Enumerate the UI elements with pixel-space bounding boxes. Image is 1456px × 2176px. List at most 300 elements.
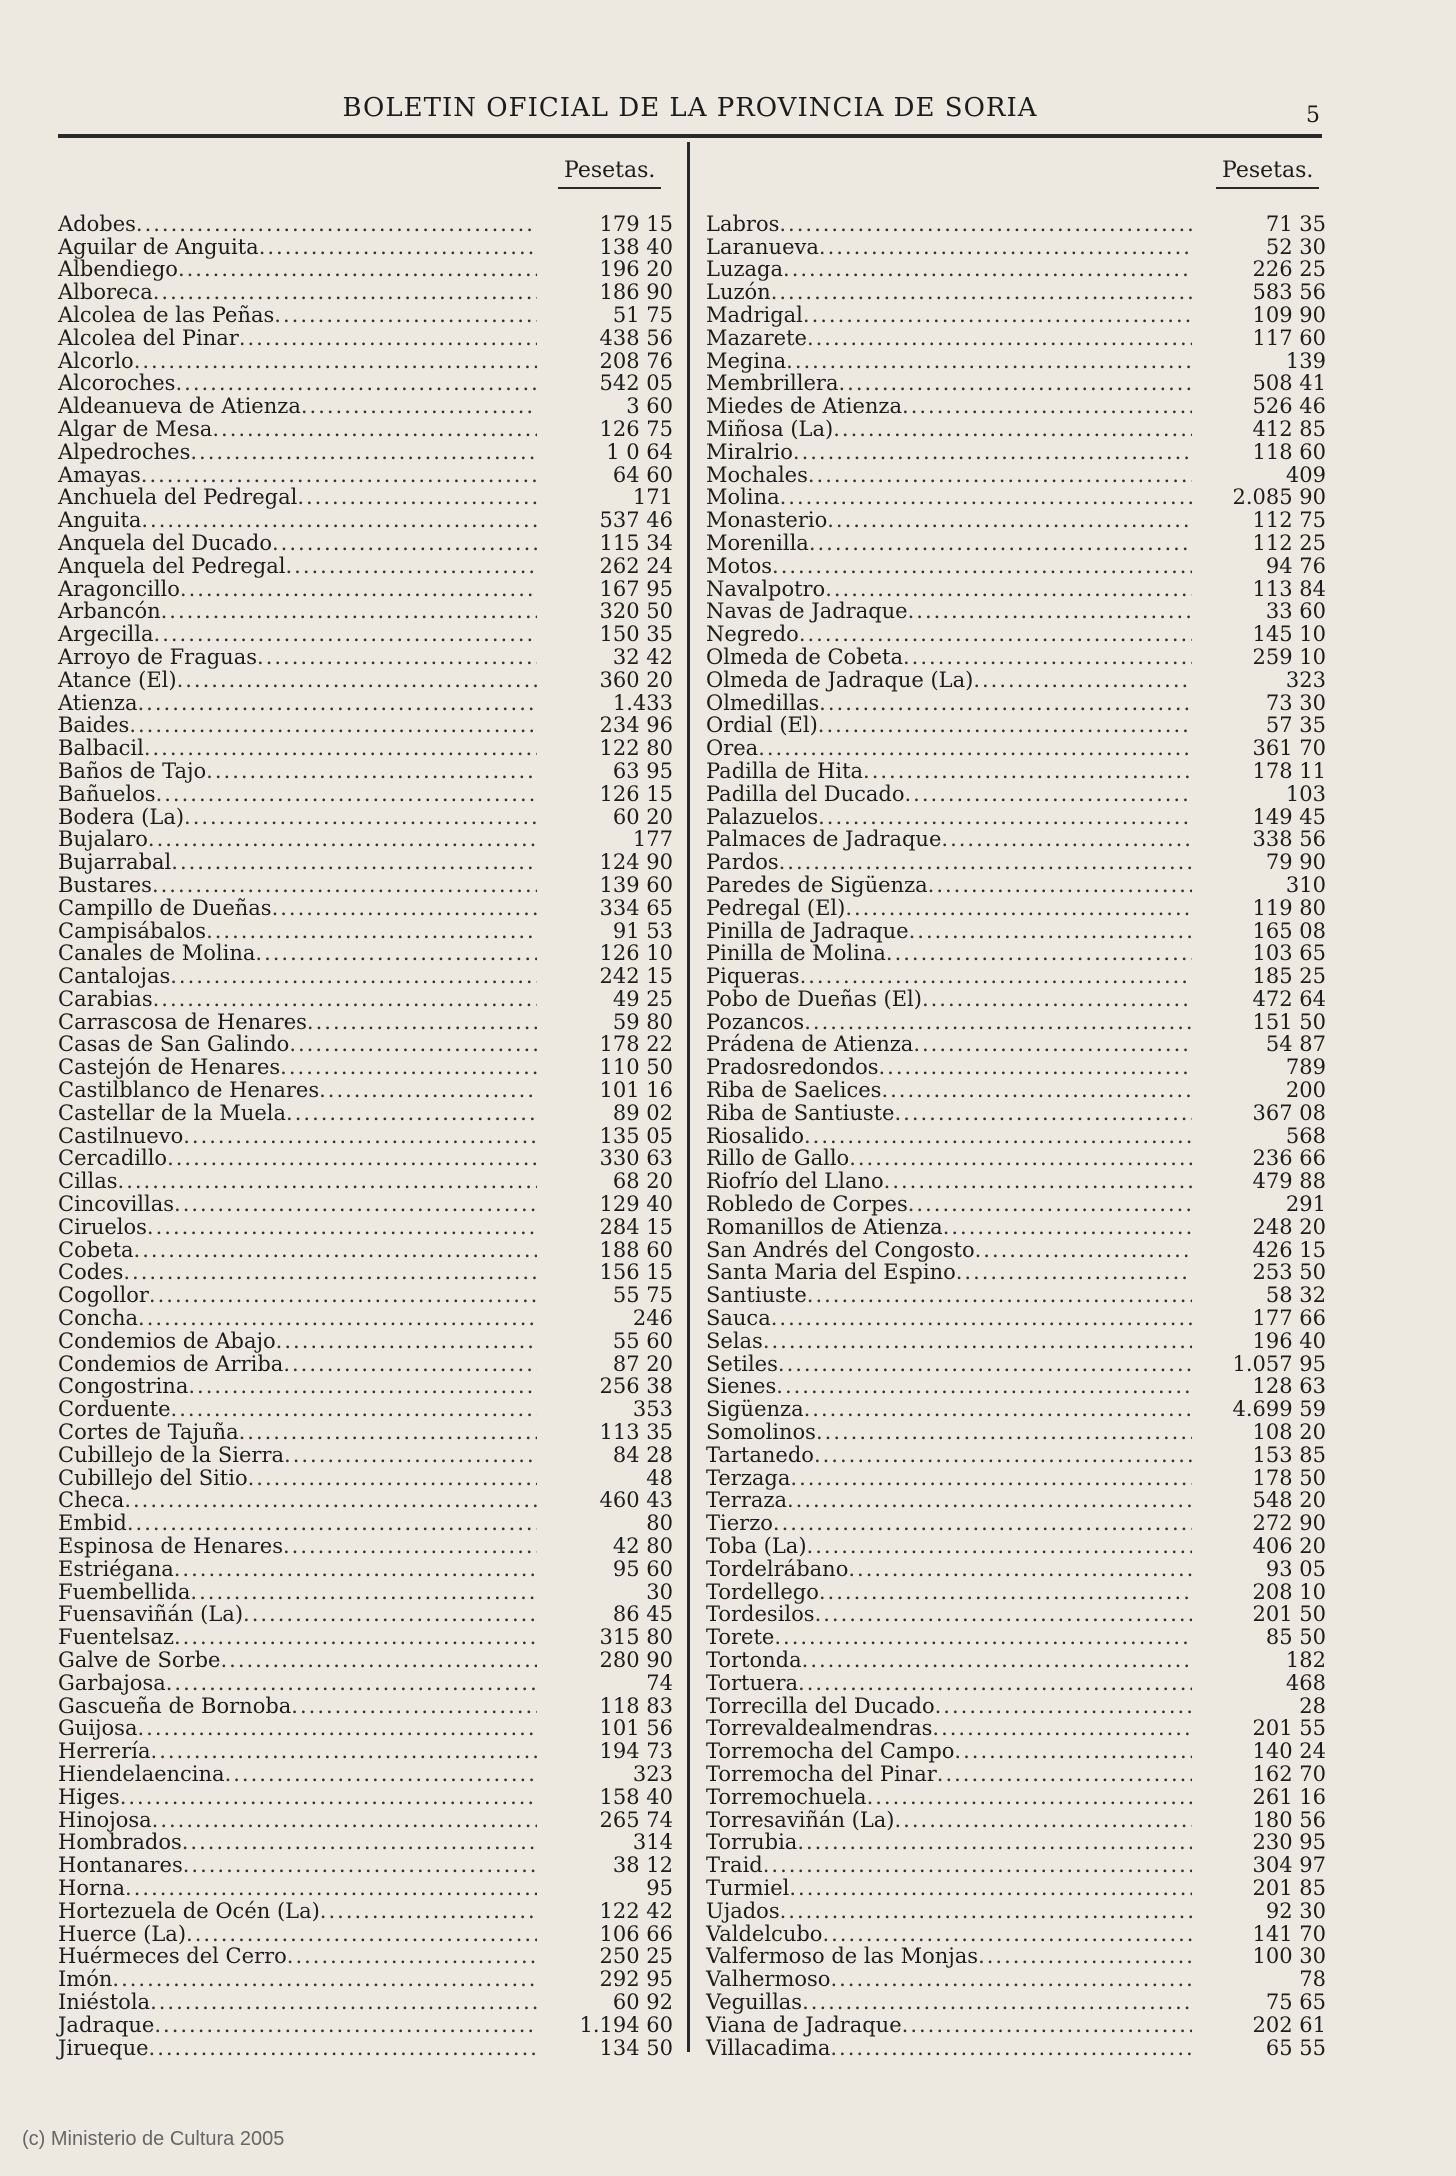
municipality-name: Ujados (706, 1898, 780, 1923)
municipality-name: Tartanedo (706, 1442, 814, 1467)
municipality-name: Herrería (58, 1739, 151, 1764)
list-item (58, 463, 673, 486)
list-item (706, 1945, 1326, 1968)
municipality-name: Cantalojas (58, 964, 171, 989)
amount-value: 42 80 (612, 1534, 673, 1559)
municipality-name: Torrevaldealmendras (706, 1716, 933, 1741)
municipality-name: Atienza (58, 690, 138, 715)
list-item (58, 212, 673, 235)
list-item (58, 668, 673, 691)
dot-leader (152, 874, 537, 896)
amount-value: 537 46 (599, 508, 673, 533)
dot-leader (220, 1649, 537, 1671)
municipality-name: Miralrio (706, 439, 793, 464)
dot-leader (188, 1375, 537, 1397)
dot-leader (276, 1330, 537, 1352)
list-item (706, 1033, 1326, 1056)
municipality-name: Luzón (706, 280, 771, 305)
municipality-name: Alboreca (58, 280, 153, 305)
list-item (58, 1603, 673, 1626)
dot-leader (112, 1968, 537, 1990)
list-item (706, 1352, 1326, 1375)
municipality-name: Sigüenza (706, 1397, 804, 1422)
dot-leader (118, 1170, 537, 1192)
amount-value: 3 60 (626, 394, 673, 419)
amount-value: 246 (632, 1306, 673, 1331)
amount-value: 330 63 (599, 1146, 673, 1171)
list-item (58, 600, 673, 623)
amount-value: 789 (1285, 1055, 1326, 1080)
municipality-name: Bujalaro (58, 827, 148, 852)
dot-leader (771, 1307, 1192, 1329)
list-item (706, 554, 1326, 577)
list-item (58, 1648, 673, 1671)
municipality-name: Santa Maria del Espino (706, 1260, 956, 1285)
municipality-name: Adobes (58, 211, 136, 236)
amount-value: 94 76 (1265, 553, 1326, 578)
dot-leader (780, 486, 1192, 508)
list-item (58, 326, 673, 349)
dot-leader (183, 1125, 537, 1147)
dot-leader (248, 1467, 537, 1489)
header-rule (58, 134, 1322, 138)
currency-heading: Pesetas. (1216, 158, 1319, 189)
amount-value: 49 25 (612, 986, 673, 1011)
amount-value: 1.194 60 (579, 2012, 673, 2037)
municipality-name: Torete (706, 1625, 775, 1650)
dot-leader (171, 1398, 537, 1420)
municipality-name: Valhermoso (706, 1967, 831, 1992)
municipality-name: Pinilla de Molina (706, 941, 886, 966)
amount-value: 314 (632, 1830, 673, 1855)
municipality-name: Rillo de Gallo (706, 1146, 850, 1171)
list-item (706, 1831, 1326, 1854)
list-item (706, 1557, 1326, 1580)
list-item (706, 303, 1326, 326)
amount-value: 171 (632, 485, 673, 510)
amount-value: 100 30 (1252, 1944, 1326, 1969)
list-item (58, 280, 673, 303)
municipality-name: Horna (58, 1875, 126, 1900)
list-item (706, 919, 1326, 942)
municipality-name: Cogollor (58, 1283, 149, 1308)
dot-leader (283, 1353, 537, 1375)
amount-value: 186 90 (599, 280, 673, 305)
dot-leader (174, 1558, 537, 1580)
amount-value: 128 63 (1252, 1374, 1326, 1399)
dot-leader (773, 1512, 1192, 1534)
dot-leader (973, 669, 1192, 691)
list-item (706, 1603, 1326, 1626)
municipality-name: Bujarrabal (58, 850, 172, 875)
amount-value: 87 20 (612, 1351, 673, 1376)
municipality-name: Tortonda (706, 1648, 802, 1672)
list-item (58, 645, 673, 668)
list-item (58, 1238, 673, 1261)
list-item (706, 1443, 1326, 1466)
list-item (706, 1010, 1326, 1033)
municipality-name: Arroyo de Fraguas (58, 644, 258, 669)
dot-leader (170, 965, 537, 987)
dot-leader (905, 783, 1193, 805)
dot-leader (780, 1900, 1192, 1922)
dot-leader (175, 372, 537, 394)
municipality-name: Anquela del Pedregal (58, 553, 286, 578)
municipality-name: Riba de Santiuste (706, 1100, 895, 1125)
dot-leader (283, 1535, 537, 1557)
amount-value: 158 40 (599, 1784, 673, 1809)
list-item (58, 1694, 673, 1717)
municipality-name: Castejón de Henares (58, 1055, 281, 1080)
dot-leader (975, 1239, 1192, 1261)
left-entry-list (58, 212, 673, 2059)
municipality-name: Iniéstola (58, 1989, 151, 2014)
list-item (58, 736, 673, 759)
amount-value: 284 15 (599, 1214, 673, 1239)
list-item (706, 1215, 1326, 1238)
list-item (58, 964, 673, 987)
municipality-name: Anquela del Ducado (58, 530, 272, 555)
municipality-name: Orea (706, 736, 759, 761)
dot-leader (134, 1239, 537, 1261)
municipality-name: Anchuela del Pedregal (58, 485, 298, 510)
dot-leader (167, 1147, 537, 1169)
dot-leader (815, 1603, 1192, 1625)
dot-leader (814, 1444, 1192, 1466)
dot-leader (123, 1261, 537, 1283)
dot-leader (838, 372, 1192, 394)
amount-value: 208 10 (1252, 1579, 1326, 1604)
list-item (706, 326, 1326, 349)
amount-value: 1.433 (612, 690, 673, 715)
list-item (706, 1625, 1326, 1648)
list-item (58, 1010, 673, 1033)
amount-value: 149 45 (1252, 804, 1326, 829)
list-item (58, 1215, 673, 1238)
amount-value: 180 56 (1252, 1807, 1326, 1832)
amount-value: 38 12 (612, 1853, 673, 1878)
amount-value: 177 66 (1252, 1306, 1326, 1331)
amount-value: 52 30 (1265, 234, 1326, 259)
amount-value: 323 (1285, 667, 1326, 692)
amount-value: 320 50 (599, 599, 673, 624)
dot-leader (274, 304, 537, 326)
municipality-name: Bustares (58, 872, 152, 897)
list-item (706, 1124, 1326, 1147)
municipality-name: Carabias (58, 986, 153, 1011)
dot-leader (166, 1672, 537, 1694)
municipality-name: Torrecilla del Ducado (706, 1693, 935, 1718)
list-item (706, 1990, 1326, 2013)
municipality-name: Robledo de Corpes (706, 1192, 908, 1217)
amount-value: 51 75 (612, 302, 673, 327)
municipality-name: Congostrina (58, 1374, 189, 1399)
list-item (58, 1192, 673, 1215)
list-item (706, 1739, 1326, 1762)
list-item (58, 303, 673, 326)
amount-value: 568 (1285, 1123, 1326, 1148)
amount-value: 360 20 (599, 667, 673, 692)
dot-leader (774, 1626, 1192, 1648)
list-item (58, 440, 673, 463)
municipality-name: Setiles (706, 1351, 778, 1376)
dot-leader (152, 1809, 537, 1831)
municipality-name: San Andrés del Congosto (706, 1237, 975, 1262)
dot-leader (779, 851, 1192, 873)
dot-leader (827, 509, 1192, 531)
municipality-name: Mazarete (706, 325, 807, 350)
amount-value: 58 32 (1265, 1283, 1326, 1308)
municipality-name: Alcolea del Pinar (58, 325, 239, 350)
amount-value: 201 55 (1252, 1716, 1326, 1741)
list-item (706, 1762, 1326, 1785)
dot-leader (190, 441, 537, 463)
list-item (706, 1511, 1326, 1534)
amount-value: 315 80 (599, 1625, 673, 1650)
amount-value: 55 60 (612, 1328, 673, 1353)
municipality-name: Hombrados (58, 1830, 182, 1855)
list-item (58, 691, 673, 714)
dot-leader (184, 806, 537, 828)
municipality-name: Carrascosa de Henares (58, 1009, 307, 1034)
amount-value: 63 95 (612, 758, 673, 783)
dot-leader (928, 874, 1192, 896)
dot-leader (886, 942, 1192, 964)
list-item (706, 828, 1326, 851)
list-item (706, 873, 1326, 896)
list-item (706, 349, 1326, 372)
dot-leader (154, 623, 537, 645)
amount-value: 250 25 (599, 1944, 673, 1969)
list-item (706, 714, 1326, 737)
amount-value: 108 20 (1252, 1420, 1326, 1445)
currency-heading: Pesetas. (558, 158, 661, 189)
municipality-name: Castilblanco de Henares (58, 1078, 320, 1103)
municipality-name: Hinojosa (58, 1807, 152, 1832)
amount-value: 103 65 (1252, 941, 1326, 966)
list-item (58, 1831, 673, 1854)
dot-leader (272, 897, 537, 919)
amount-value: 73 30 (1265, 690, 1326, 715)
amount-value: 291 (1285, 1192, 1326, 1217)
list-item (58, 759, 673, 782)
list-item (706, 1192, 1326, 1215)
list-item (58, 873, 673, 896)
municipality-name: Pedregal (El) (706, 895, 846, 920)
list-item (58, 1876, 673, 1899)
list-item (58, 554, 673, 577)
municipality-name: Castilnuevo (58, 1123, 184, 1148)
amount-value: 201 50 (1252, 1602, 1326, 1627)
municipality-name: Monasterio (706, 508, 828, 533)
list-item (58, 235, 673, 258)
municipality-name: Miedes de Atienza (706, 394, 903, 419)
amount-value: 57 35 (1265, 713, 1326, 738)
municipality-name: Torrubia (706, 1830, 798, 1855)
amount-value: 110 50 (599, 1055, 673, 1080)
list-item (58, 1397, 673, 1420)
dot-leader (908, 600, 1192, 622)
list-item (58, 1853, 673, 1876)
amount-value: 548 20 (1252, 1488, 1326, 1513)
dot-leader (225, 1763, 537, 1785)
dot-leader (190, 1581, 537, 1603)
dot-leader (830, 1968, 1192, 1990)
dot-leader (289, 1033, 537, 1055)
dot-leader (895, 1809, 1193, 1831)
amount-value: 2.085 90 (1232, 485, 1326, 510)
amount-value: 323 (632, 1761, 673, 1786)
dot-leader (148, 828, 537, 850)
dot-leader (822, 1923, 1192, 1945)
page-header (60, 93, 1320, 133)
list-item (58, 1671, 673, 1694)
dot-leader (120, 1786, 537, 1808)
list-item (706, 1055, 1326, 1078)
municipality-name: Luzaga (706, 257, 784, 282)
municipality-name: Olmedillas (706, 690, 820, 715)
list-item (58, 2036, 673, 2059)
dot-leader (803, 304, 1192, 326)
municipality-name: Valfermoso de las Monjas (706, 1944, 979, 1969)
municipality-name: Pozancos (706, 1009, 805, 1034)
dot-leader (909, 920, 1192, 942)
list-item (706, 1101, 1326, 1124)
dot-leader (144, 737, 537, 759)
amount-value: 112 25 (1252, 530, 1326, 555)
amount-value: 28 (1299, 1693, 1326, 1718)
municipality-name: Riba de Saelices (706, 1078, 882, 1103)
list-item (706, 759, 1326, 782)
list-item (706, 987, 1326, 1010)
amount-value: 526 46 (1252, 394, 1326, 419)
municipality-name: Viana de Jadraque (706, 2012, 902, 2037)
list-item (706, 1306, 1326, 1329)
amount-value: 188 60 (599, 1237, 673, 1262)
list-item (58, 1375, 673, 1398)
municipality-name: Negredo (706, 622, 799, 647)
dot-leader (797, 1831, 1192, 1853)
amount-value: 138 40 (599, 234, 673, 259)
municipality-name: Romanillos de Atienza (706, 1214, 943, 1239)
dot-leader (833, 418, 1192, 440)
list-item (706, 736, 1326, 759)
amount-value: 139 (1285, 348, 1326, 373)
municipality-name: Guijosa (58, 1716, 138, 1741)
municipality-name: Jadraque (58, 2012, 155, 2037)
amount-value: 64 60 (612, 462, 673, 487)
list-item (58, 1466, 673, 1489)
list-item (58, 1899, 673, 1922)
dot-leader (307, 1011, 537, 1033)
dot-leader (783, 258, 1192, 280)
dot-leader (881, 1079, 1192, 1101)
list-item (58, 1967, 673, 1990)
dot-leader (124, 1489, 537, 1511)
list-item (706, 2036, 1326, 2059)
municipality-name: Sienes (706, 1374, 777, 1399)
dot-leader (138, 692, 538, 714)
municipality-name: Corduente (58, 1397, 171, 1422)
list-item (58, 714, 673, 737)
municipality-name: Campisábalos (58, 918, 207, 943)
amount-value: 272 90 (1252, 1511, 1326, 1536)
municipality-name: Hortezuela de Océn (La) (58, 1898, 320, 1923)
list-item (706, 942, 1326, 965)
municipality-name: Palazuelos (706, 804, 819, 829)
dot-leader (285, 555, 537, 577)
dot-leader (819, 236, 1192, 258)
amount-value: 140 24 (1252, 1739, 1326, 1764)
municipality-name: Olmeda de Jadraque (La) (706, 667, 974, 692)
dot-leader (239, 327, 537, 349)
list-item (706, 394, 1326, 417)
municipality-name: Pinilla de Jadraque (706, 918, 909, 943)
amount-value: 200 (1285, 1078, 1326, 1103)
list-item (58, 508, 673, 531)
list-item (58, 1511, 673, 1534)
municipality-name: Toba (La) (706, 1534, 807, 1559)
dot-leader (141, 509, 537, 531)
dot-leader (297, 486, 537, 508)
dot-leader (807, 1284, 1192, 1306)
municipality-name: Galve de Sorbe (58, 1648, 221, 1672)
list-item (706, 1648, 1326, 1671)
dot-leader (978, 1945, 1192, 1967)
municipality-name: Arbancón (58, 599, 161, 624)
municipality-name: Villacadima (706, 2035, 831, 2060)
amount-value: 103 (1285, 781, 1326, 806)
dot-leader (182, 1831, 537, 1853)
page-number: 5 (1306, 103, 1320, 128)
amount-value: 234 96 (599, 713, 673, 738)
municipality-name: Pobo de Dueñas (El) (706, 986, 922, 1011)
amount-value: 310 (1285, 872, 1326, 897)
list-item (58, 782, 673, 805)
municipality-name: Argecilla (58, 622, 154, 647)
municipality-name: Prádena de Atienza (706, 1032, 914, 1057)
municipality-name: Checa (58, 1488, 125, 1513)
municipality-name: Pardos (706, 850, 779, 875)
amount-value: 65 55 (1265, 2035, 1326, 2060)
list-item (58, 2013, 673, 2036)
dot-leader (763, 1330, 1192, 1352)
list-item (58, 417, 673, 440)
list-item (706, 1671, 1326, 1694)
column-divider (687, 142, 690, 2052)
municipality-name: Imón (58, 1967, 113, 1992)
municipality-name: Olmeda de Cobeta (706, 644, 903, 669)
amount-value: 178 50 (1252, 1465, 1326, 1490)
list-item (706, 417, 1326, 440)
municipality-name: Gascueña de Bornoba (58, 1693, 292, 1718)
amount-value: 145 10 (1252, 622, 1326, 647)
dot-leader (154, 2014, 537, 2036)
list-item (58, 1785, 673, 1808)
dot-leader (798, 1672, 1192, 1694)
amount-value: 101 16 (599, 1078, 673, 1103)
municipality-name: Piqueras (706, 964, 800, 989)
dot-leader (171, 851, 537, 873)
dot-leader (212, 418, 537, 440)
list-item (58, 258, 673, 281)
dot-leader (161, 600, 537, 622)
municipality-name: Navalpotro (706, 576, 826, 601)
municipality-name: Navas de Jadraque (706, 599, 908, 624)
municipality-name: Amayas (58, 462, 141, 487)
dot-leader (763, 1854, 1192, 1876)
amount-value: 126 75 (599, 416, 673, 441)
